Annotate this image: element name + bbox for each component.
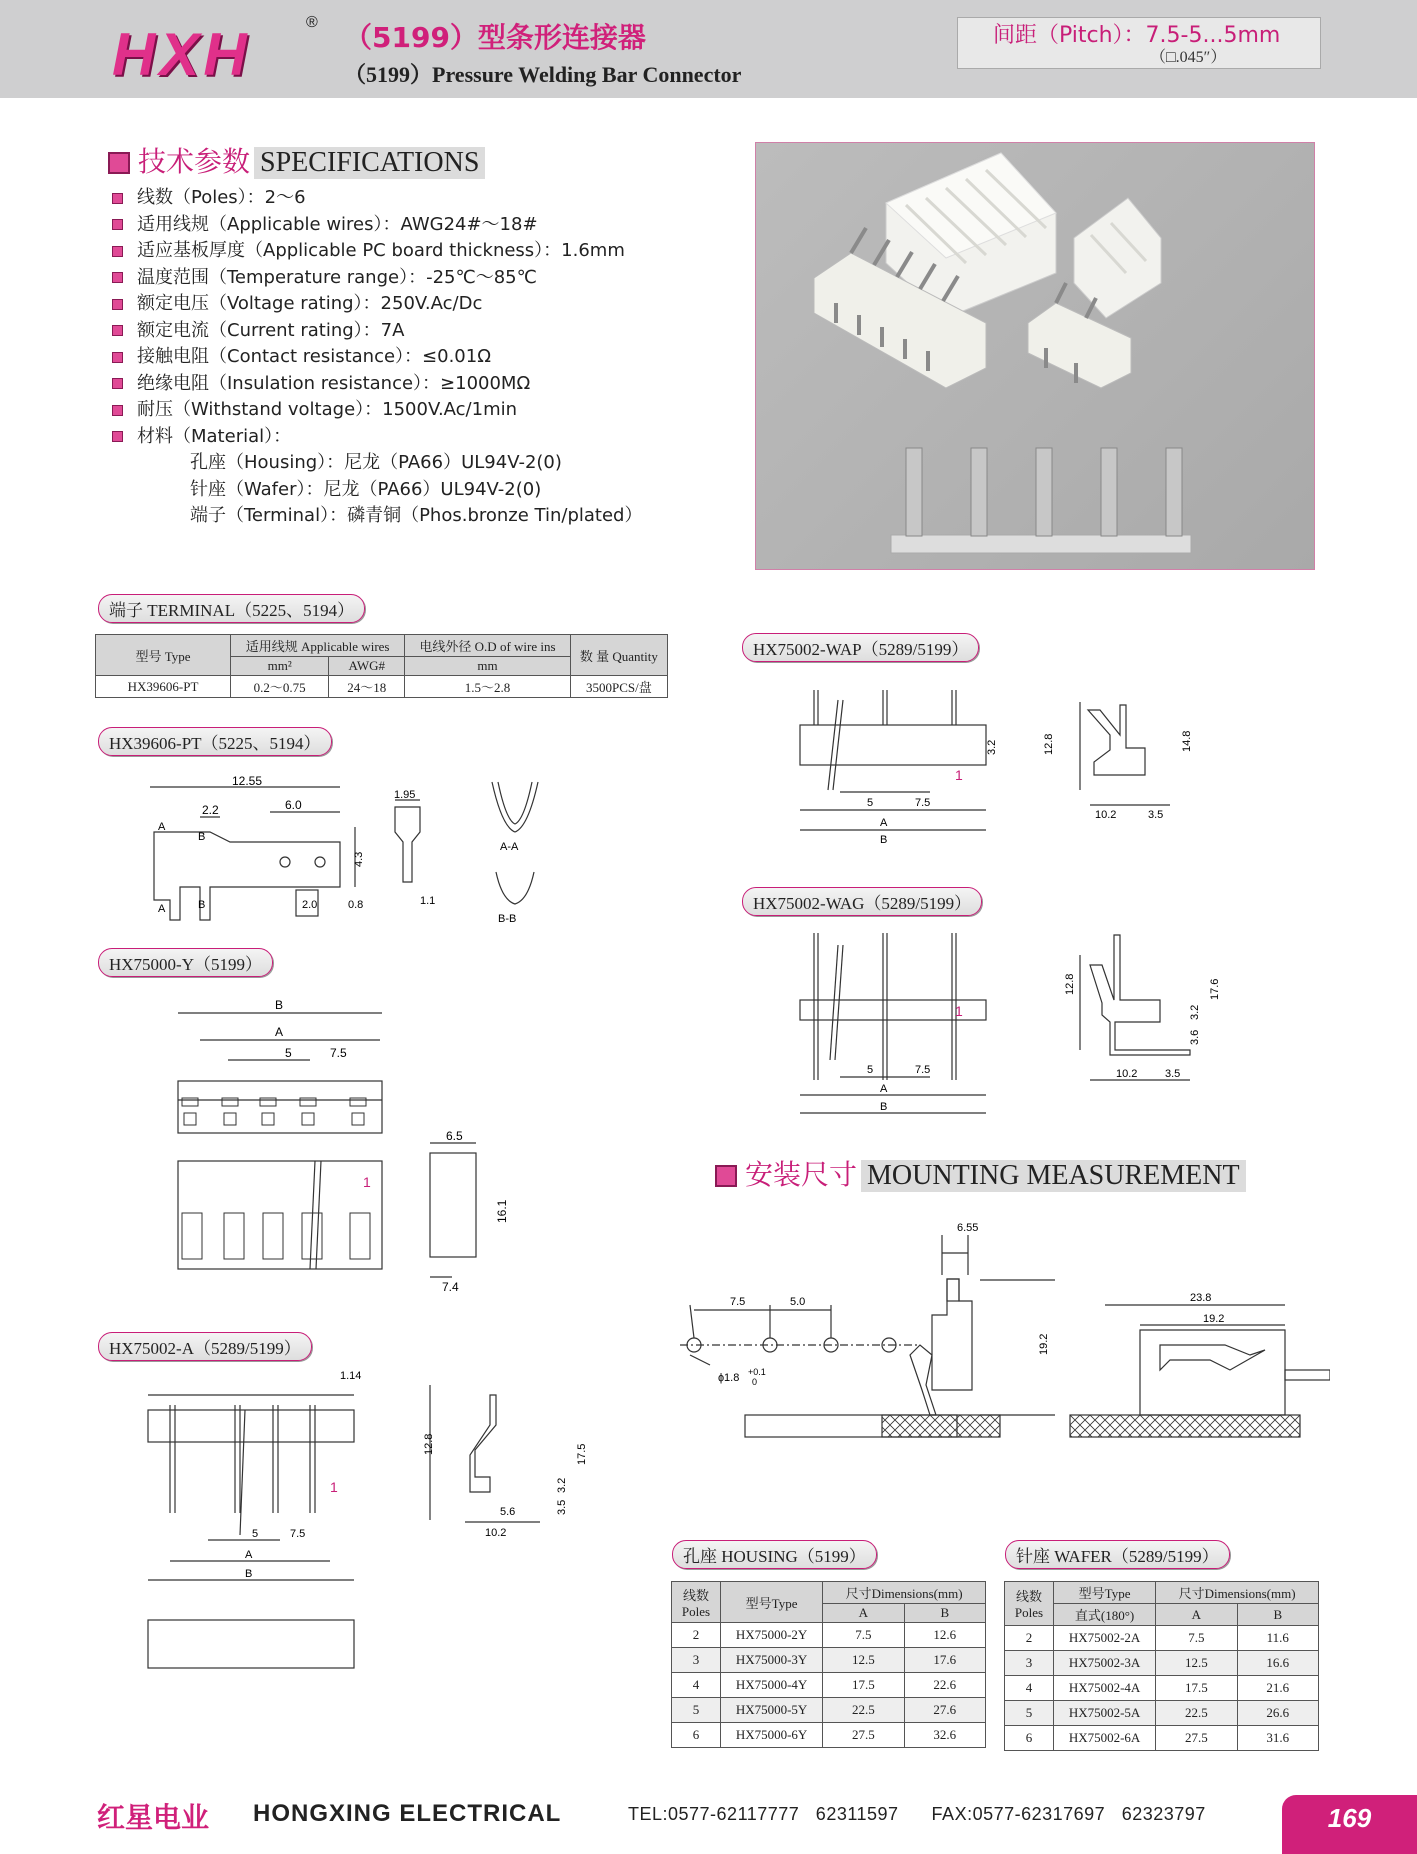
material-item: 针座（Wafer）：尼龙（PA66）UL94V-2(0) — [190, 478, 542, 500]
dim-10-2: 10.2 — [1095, 809, 1117, 821]
square-bullet-icon — [715, 1165, 737, 1187]
bullet-icon — [112, 219, 123, 230]
bullet-icon — [112, 193, 123, 204]
dim-b: B — [880, 834, 888, 846]
dim-19-2-vertical: 19.2 — [1038, 1333, 1050, 1355]
dim-5: 5 — [867, 797, 874, 809]
mounting-heading — [715, 1153, 1246, 1193]
dim-7-5: 7.5 — [915, 1064, 931, 1076]
square-bullet-icon — [108, 152, 130, 174]
page-title-cn: （5199）型条形连接器 — [344, 21, 646, 54]
company-logo: HXH — [112, 21, 251, 88]
dim-12-8: 12.8 — [1064, 973, 1076, 995]
table-row: 4 HX75002-4A 17.5 21.6 — [1005, 1676, 1319, 1701]
label-hx75002-a: HX75002-A（5289/5199） — [98, 1332, 312, 1361]
pin1-mark: 1 — [955, 767, 963, 783]
dim-7-5: 7.5 — [730, 1296, 746, 1308]
terminal-drawing — [140, 772, 560, 922]
dim-3-6: 3.6 — [1189, 1029, 1201, 1045]
spec-item: 温度范围（Temperature range）：-25℃～85℃ — [112, 263, 692, 290]
dim-3-2: 3.2 — [556, 1477, 568, 1493]
th-mm2: mm² — [231, 657, 329, 676]
wag-drawing — [790, 925, 1230, 1115]
pin1-mark: 1 — [330, 1479, 338, 1495]
spec-title-en: SPECIFICATIONS — [254, 147, 485, 179]
spec-item: 材料（Material）： — [112, 422, 692, 449]
bullet-icon — [112, 299, 123, 310]
table-row: 6 HX75002-6A 27.5 31.6 — [1005, 1726, 1319, 1751]
housing-table-label: 孔座 HOUSING（5199） — [672, 1540, 877, 1569]
dim-a: A — [880, 1083, 888, 1095]
footer-contact: TEL:0577-62117777 62311597 FAX:0577-62317697 62323797 — [628, 1804, 1206, 1824]
spec-item: 绝缘电阻（Insulation resistance）：≥1000MΩ — [112, 369, 692, 396]
th-qty: 数 量 Quantity — [570, 635, 667, 676]
wafer-table-label: 针座 WAFER（5289/5199） — [1005, 1540, 1230, 1569]
section-b-bottom: B — [198, 899, 206, 911]
spec-item: 接触电阻（Contact resistance）：≤0.01Ω — [112, 342, 692, 369]
table-row: 5 HX75002-5A 22.5 26.6 — [1005, 1701, 1319, 1726]
product-photo — [755, 142, 1315, 570]
housing-table: 线数 Poles 型号Type 尺寸Dimensions(mm) A B 2 HX75000-2Y 7.5 12.6 3 HX75000-3Y 12.5 17.6 4 HX75000-4Y 17.5 22.6 5 HX75000-5Y 22.5 27.6 6 HX75000-6Y 27.5 32.6 — [671, 1581, 986, 1748]
page-title-en: （5199）Pressure Welding Bar Connector — [344, 62, 742, 87]
dim-12-8: 12.8 — [1043, 733, 1055, 755]
material-item: 端子（Terminal）：磷青铜（Phos.bronze Tin/plated） — [190, 505, 643, 526]
dim-6-55: 6.55 — [957, 1222, 979, 1234]
wafer-drawing — [140, 1365, 600, 1695]
th-od: 电线外径 O.D of wire ins — [405, 635, 570, 657]
dim-19-2-horizontal: 19.2 — [1203, 1313, 1225, 1325]
dim-12-8: 12.8 — [423, 1433, 435, 1455]
dim-6-5: 6.5 — [446, 1129, 463, 1143]
page-number: 169 — [1282, 1795, 1417, 1854]
bullet-icon — [112, 325, 123, 336]
label-hx39606-pt: HX39606-PT（5225、5194） — [98, 727, 332, 756]
dim-3-2: 3.2 — [986, 739, 998, 755]
bullet-icon — [112, 272, 123, 283]
dim-5: 5 — [252, 1528, 259, 1540]
spec-list — [112, 183, 692, 528]
dim-3-5: 3.5 — [1148, 809, 1164, 821]
bullet-icon — [112, 378, 123, 389]
terminal-label: 端子 TERMINAL（5225、5194） — [98, 594, 365, 623]
table-row: 6 HX75000-6Y 27.5 32.6 — [672, 1723, 986, 1748]
label-hx75002-wap: HX75002-WAP（5289/5199） — [742, 633, 979, 662]
dim-17-6: 17.6 — [1209, 978, 1221, 1000]
pin1-mark: 1 — [955, 1003, 963, 1019]
section-b-top: B — [198, 831, 206, 843]
dim-1-14: 1.14 — [340, 1370, 362, 1382]
dim-a: A — [880, 817, 888, 829]
section-b-b: B-B — [498, 913, 517, 922]
material-item: 孔座（Housing）：尼龙（PA66）UL94V-2(0) — [190, 452, 562, 473]
mounting-drawing — [670, 1205, 1330, 1455]
dim-5: 5 — [867, 1064, 874, 1076]
dim-10-2: 10.2 — [485, 1527, 507, 1539]
dim-10-2: 10.2 — [1116, 1068, 1138, 1080]
section-a-a: A-A — [500, 841, 519, 853]
connector-photo-illustration — [756, 143, 1314, 569]
spec-item: 适应基板厚度（Applicable PC board thickness）：1.6mm — [112, 236, 692, 263]
registered-mark: ® — [306, 14, 318, 31]
section-a-top: A — [158, 821, 166, 833]
pitch-label: 间距（Pitch）：7.5-5...5mm — [993, 23, 1281, 48]
th-type: 型号 Type — [96, 635, 231, 676]
dim-5-6: 5.6 — [500, 1506, 516, 1518]
dim-7-5: 7.5 — [290, 1528, 306, 1540]
bullet-icon — [112, 246, 123, 257]
terminal-table — [95, 634, 668, 698]
footer-company-en: HONGXING ELECTRICAL — [253, 1800, 562, 1827]
bullet-icon — [112, 431, 123, 442]
dim-16-1: 16.1 — [495, 1199, 509, 1223]
dim-3-2: 3.2 — [1189, 1004, 1201, 1020]
table-row: HX39606-PT 0.2～0.75 24～18 1.5～2.8 3500PCS/盘 — [96, 676, 668, 698]
dim-2-0: 2.0 — [302, 899, 318, 911]
dim-5: 5 — [285, 1046, 292, 1060]
dim-a: A — [275, 1025, 284, 1039]
dim-5-0: 5.0 — [790, 1296, 806, 1308]
dim-7-5: 7.5 — [330, 1046, 347, 1060]
dim-1-1: 1.1 — [420, 895, 436, 907]
table-row: 5 HX75000-5Y 22.5 27.6 — [672, 1698, 986, 1723]
table-row: 4 HX75000-4Y 17.5 22.6 — [672, 1673, 986, 1698]
dim-7-5: 7.5 — [915, 797, 931, 809]
wafer-table: 线数 Poles 型号Type 尺寸Dimensions(mm) 直式(180°) A B 2 HX75002-2A 7.5 11.6 3 HX75002-3A 12.5 16.6 4 HX75002-4A 17.5 21.6 5 HX75002-5A 22.5 26.6 6 HX75002-6A 27.5 31.6 — [1004, 1581, 1319, 1751]
dim-b: B — [880, 1101, 888, 1113]
spec-item: 额定电压（Voltage rating）：250V.Ac/Dc — [112, 289, 692, 316]
dim-hole-tol-upper: +0.1 — [748, 1367, 766, 1377]
dim-7-4: 7.4 — [442, 1280, 459, 1294]
spec-item: 线数（Poles）：2～6 — [112, 183, 692, 210]
wap-drawing — [790, 680, 1210, 850]
bullet-icon — [112, 405, 123, 416]
spec-heading — [108, 140, 485, 180]
dim-14-8: 14.8 — [1181, 730, 1193, 752]
spec-item: 适用线规（Applicable wires）：AWG24#～18# — [112, 210, 692, 237]
table-row: 3 HX75002-3A 12.5 16.6 — [1005, 1651, 1319, 1676]
housing-drawing — [160, 995, 540, 1315]
table-row: 2 HX75002-2A 7.5 11.6 — [1005, 1626, 1319, 1651]
label-hx75000-y: HX75000-Y（5199） — [98, 948, 273, 977]
dim-12-55: 12.55 — [232, 774, 263, 788]
dim-17-5: 17.5 — [576, 1443, 588, 1465]
dim-b: B — [275, 998, 284, 1012]
mounting-title-cn: 安装尺寸 — [745, 1158, 858, 1191]
dim-a: A — [245, 1549, 253, 1561]
bullet-icon — [112, 352, 123, 363]
footer-company-cn: 红星电业 — [97, 1801, 210, 1834]
dim-b: B — [245, 1568, 253, 1580]
dim-0-8: 0.8 — [348, 899, 364, 911]
mounting-title-en: MOUNTING MEASUREMENT — [861, 1160, 1246, 1192]
th-mm: mm — [405, 657, 570, 676]
spec-item: 耐压（Withstand voltage）：1500V.Ac/1min — [112, 395, 692, 422]
dim-23-8: 23.8 — [1190, 1292, 1212, 1304]
dim-6-0: 6.0 — [285, 798, 302, 812]
pin1-mark: 1 — [363, 1174, 371, 1190]
dim-3-5: 3.5 — [1165, 1068, 1181, 1080]
dim-1-95: 1.95 — [394, 789, 416, 801]
table-row: 3 HX75000-3Y 12.5 17.6 — [672, 1648, 986, 1673]
dim-2-2: 2.2 — [202, 803, 219, 817]
spec-item: 额定电流（Current rating）：7A — [112, 316, 692, 343]
spec-title-cn: 技术参数 — [138, 145, 251, 178]
th-awg: AWG# — [329, 657, 405, 676]
label-hx75002-wag: HX75002-WAG（5289/5199） — [742, 887, 982, 916]
dim-hole-tol-lower: 0 — [752, 1377, 758, 1387]
pitch-sub: （□.045″） — [1150, 49, 1227, 66]
dim-4-3: 4.3 — [353, 851, 365, 867]
table-row: 2 HX75000-2Y 7.5 12.6 — [672, 1623, 986, 1648]
dim-hole-dia: ɸ1.8 — [718, 1372, 740, 1384]
section-a-bottom: A — [158, 903, 166, 915]
dim-3-5: 3.5 — [556, 1499, 568, 1515]
th-wires: 适用线规 Applicable wires — [231, 635, 405, 657]
